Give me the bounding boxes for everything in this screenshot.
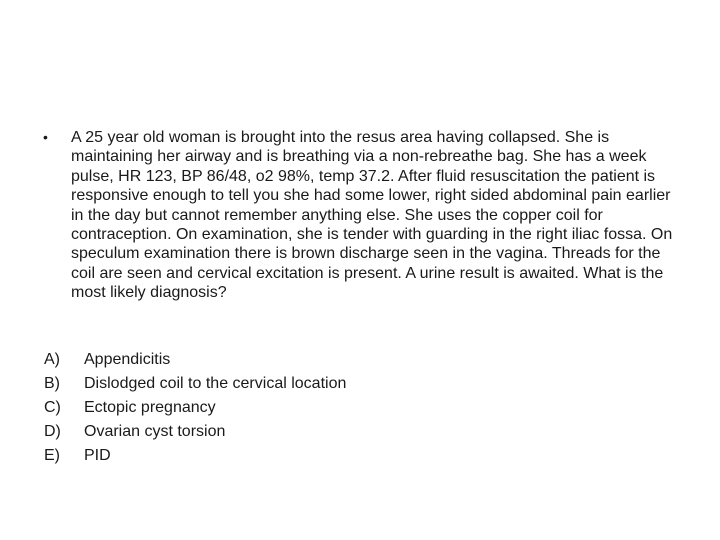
- question-text: A 25 year old woman is brought into the resus area having collapsed. She is maintaining her airway and is breathing via a non-rebreathe bag. She has a week pulse, HR 123, BP 86/48, o2 98%, temp 37.2. After fluid resuscitation the patient is responsive enough to tell you she had some lower, right sided abdominal pain earlier in the day but cannot remember anything else. She uses the copper coil for contraception. On examination, she is tender with guarding in the right iliac fossa. On speculum examination there is brown discharge seen in the vagina. Threads for the coil are seen and cervical excitation is present. A urine result is awaited. What is the most likely diagnosis?: [71, 129, 673, 302]
- option-e: [44, 444, 604, 468]
- option-letter: A): [44, 351, 60, 368]
- option-text: Ovarian cyst torsion: [84, 423, 226, 440]
- option-a: [44, 348, 604, 372]
- option-b: [44, 372, 604, 396]
- option-letter: D): [44, 423, 61, 440]
- question-block: [40, 128, 680, 303]
- bullet-icon: •: [43, 129, 48, 145]
- option-text: Ectopic pregnancy: [84, 399, 216, 416]
- answer-options: [44, 348, 604, 468]
- option-letter: C): [44, 399, 61, 416]
- option-letter: E): [44, 447, 60, 464]
- option-text: Appendicitis: [84, 351, 171, 368]
- option-c: [44, 396, 604, 420]
- option-text: PID: [84, 447, 111, 464]
- option-d: [44, 420, 604, 444]
- option-letter: B): [44, 375, 60, 392]
- option-text: Dislodged coil to the cervical location: [84, 375, 347, 392]
